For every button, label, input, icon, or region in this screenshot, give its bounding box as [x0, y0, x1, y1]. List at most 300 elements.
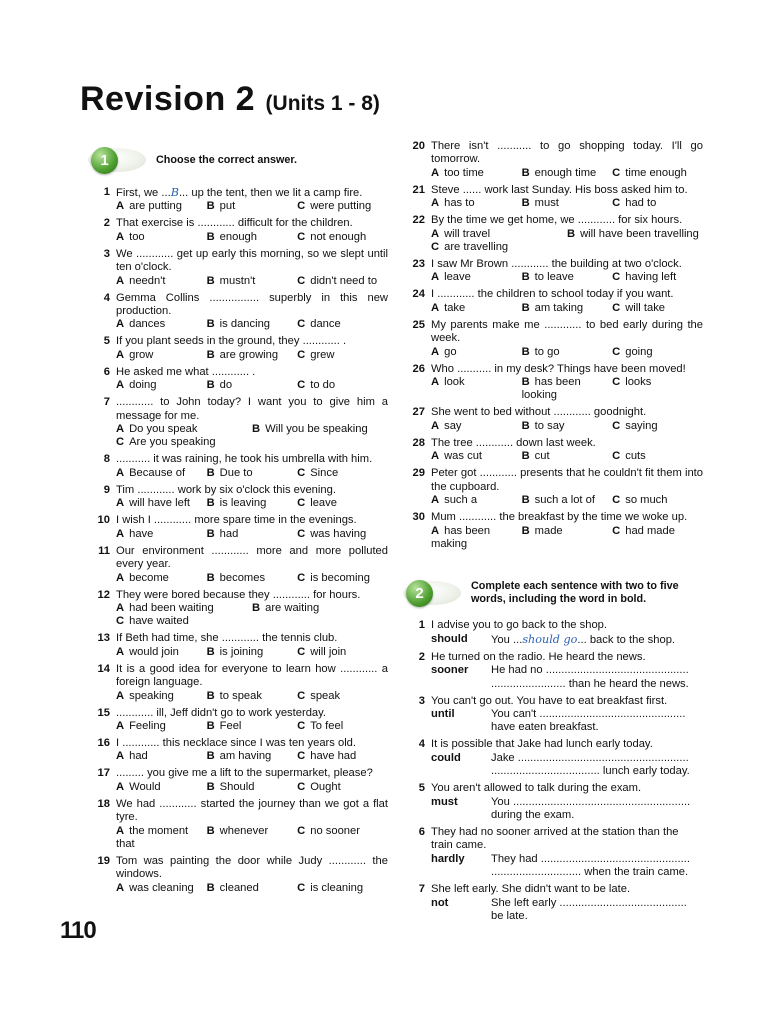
option-text: to speak [219, 689, 262, 702]
answer-option [431, 420, 522, 433]
question-item [88, 545, 388, 585]
option-letter: C [612, 450, 621, 463]
option-letter: A [431, 345, 440, 358]
answer-option [612, 271, 703, 284]
option-text: Because of [129, 466, 186, 479]
option-letter: C [116, 436, 125, 449]
answer-text [491, 633, 675, 647]
question-body [116, 737, 388, 764]
question-body [116, 335, 388, 362]
option-text: such a lot of [534, 494, 595, 507]
item-number: 5 [418, 782, 425, 795]
answer-option [297, 275, 388, 288]
question-stem: I saw Mr Brown ............ the building at two o'clock. [431, 258, 682, 271]
answer-options [116, 602, 388, 629]
question-stem: If you plant seeds in the ground, they ............ . [116, 335, 347, 348]
section-1-heading: Choose the correct answer. [156, 153, 298, 166]
answer-option [116, 781, 207, 794]
question-stem: Mum ............ the breakfast by the time we woke up. [431, 511, 688, 524]
answer-option [297, 528, 388, 541]
option-letter: B [206, 379, 215, 392]
question-stem: If Beth had time, she ............ the tennis club. [116, 632, 338, 645]
item-number: 2 [418, 650, 425, 663]
option-letter: B [521, 166, 530, 179]
answer-option [207, 882, 298, 895]
section-2-header [403, 573, 703, 613]
question-number: 20 [412, 140, 425, 152]
option-text: made [534, 524, 563, 537]
question-body [431, 363, 703, 403]
answer-option [431, 271, 522, 284]
item-body [431, 695, 703, 735]
question-list-continued [403, 140, 703, 551]
option-text: becomes [219, 571, 266, 584]
item-body [431, 826, 703, 880]
option-text: have waited [129, 615, 189, 628]
question-body [431, 406, 703, 433]
answer-option [522, 346, 613, 359]
answer-option [116, 423, 252, 436]
answer-option [207, 497, 298, 510]
option-text: was cut [444, 450, 483, 463]
option-text: has been looking [521, 376, 581, 402]
option-letter: A [116, 881, 125, 894]
keyword: could [431, 751, 461, 764]
answer-option [431, 241, 703, 254]
option-letter: A [116, 780, 125, 793]
answer-option [116, 231, 207, 244]
option-letter: A [116, 689, 125, 702]
option-text: speak [310, 689, 341, 702]
option-text: will travel [444, 227, 491, 240]
option-letter: B [206, 497, 215, 510]
answer-option [297, 825, 388, 852]
option-text: cleaned [219, 881, 259, 894]
question-stem: We had ............ started the journey than we got a flat tyre. [116, 797, 388, 824]
transformation-item [403, 826, 703, 880]
question-number: 26 [412, 362, 425, 375]
item-body [431, 619, 703, 647]
question-body [116, 545, 388, 585]
answer-options [431, 346, 703, 359]
question-body [431, 437, 703, 464]
question-number: 8 [103, 453, 110, 466]
option-letter: A [431, 227, 440, 240]
option-letter: C [612, 524, 621, 537]
question-item [88, 248, 388, 288]
question-stem: They were bored because they ............ for hours. [116, 588, 361, 601]
option-text: is joining [219, 645, 264, 658]
option-letter: C [612, 301, 621, 314]
answer-options [116, 646, 388, 659]
option-text: Feel [219, 719, 242, 732]
question-stem: Peter got ............ presents that he couldn't fit them into the cupboard. [431, 467, 703, 493]
option-letter: C [431, 241, 440, 254]
option-letter: C [297, 689, 306, 702]
question-stem: My parents make me ............ to bed early during the week. [431, 318, 703, 345]
option-text: going [625, 345, 653, 358]
answer-option [207, 825, 298, 852]
option-text: Would [129, 780, 161, 793]
answer-option [207, 750, 298, 763]
option-letter: B [521, 271, 530, 284]
question-number: 18 [97, 797, 110, 810]
question-stem: Steve ...... work last Sunday. His boss asked him to. [431, 183, 688, 196]
option-text: have had [310, 750, 357, 763]
option-text: leave [444, 271, 471, 284]
answer-option [116, 690, 207, 703]
option-letter: A [431, 376, 440, 389]
question-body [116, 396, 388, 450]
question-body [116, 707, 388, 734]
option-letter: B [206, 780, 215, 793]
option-letter: C [612, 419, 621, 432]
option-text: such a [444, 494, 478, 507]
option-letter: C [612, 494, 621, 507]
keyword: sooner [431, 664, 469, 677]
section-number: 1 [91, 147, 118, 174]
answer-options [116, 379, 388, 392]
question-stem: She went to bed without ............ goodnight. [431, 406, 647, 419]
option-letter: C [297, 230, 306, 243]
page-number: 110 [60, 917, 96, 944]
answer-options [431, 450, 703, 463]
answer-option [522, 167, 613, 180]
question-item [88, 855, 388, 895]
option-text: do [219, 379, 233, 392]
item-number: 3 [418, 694, 425, 707]
question-item [403, 511, 703, 551]
section-2-heading: Complete each sentence with two to five words, including the word in bold. [471, 580, 679, 606]
answer-option [522, 376, 613, 403]
answer-continuation: ........................ than he heard the news. [491, 677, 689, 690]
question-body [431, 511, 703, 551]
answer-line [431, 853, 703, 866]
question-item [403, 467, 703, 507]
question-number: 4 [103, 291, 110, 304]
option-letter: C [612, 197, 621, 210]
option-letter: C [297, 719, 306, 732]
option-text: is becoming [310, 571, 370, 584]
answer-options [116, 467, 388, 480]
answer-option [207, 528, 298, 541]
answer-text: He had no .............................................. [491, 664, 689, 677]
question-body [431, 214, 703, 254]
answer-option [207, 200, 298, 213]
keyword: must [431, 795, 458, 808]
section-number-badge [403, 576, 465, 610]
answer-option [207, 690, 298, 703]
answer-option [116, 825, 207, 852]
answer-option [116, 882, 207, 895]
answer-line [431, 796, 703, 809]
question-item [88, 292, 388, 332]
option-letter: C [297, 318, 306, 331]
option-letter: C [612, 345, 621, 358]
option-letter: B [206, 750, 215, 763]
answer-options [116, 349, 388, 362]
answer-text: Jake ....................................................... [491, 751, 689, 764]
item-number: 1 [418, 619, 425, 632]
option-text: am taking [534, 301, 584, 314]
option-text: Since [310, 466, 339, 479]
question-stem: The tree ............ down last week. [431, 436, 596, 449]
option-letter: A [431, 301, 440, 314]
question-number: 23 [412, 258, 425, 271]
answer-option [431, 346, 522, 359]
answer-option [207, 572, 298, 585]
question-stem: Gemma Collins ................ superbly in this new production. [116, 291, 388, 318]
option-text: cuts [625, 450, 646, 463]
transformation-list [403, 619, 703, 923]
section-1-header [88, 140, 388, 180]
question-number: 25 [412, 318, 425, 331]
answer-option [522, 450, 613, 463]
option-text: so much [625, 494, 668, 507]
option-text: will join [310, 645, 347, 658]
answer-option [522, 420, 613, 433]
option-text: having left [625, 271, 677, 284]
answer-option [116, 497, 207, 510]
question-stem: ......... you give me a lift to the supermarket, please? [116, 767, 373, 780]
option-letter: B [252, 601, 261, 614]
transformation-item [403, 651, 703, 691]
answer-option [567, 228, 703, 241]
option-text: needn't [129, 274, 166, 287]
answer-text: They had ................................................ [491, 852, 690, 865]
answer-option [612, 376, 703, 403]
option-letter: A [431, 197, 440, 210]
answer-option [116, 572, 207, 585]
question-number: 28 [412, 436, 425, 449]
option-text: Do you speak [129, 423, 198, 436]
question-number: 12 [97, 588, 110, 601]
option-letter: A [116, 497, 125, 510]
answer-option [207, 318, 298, 331]
option-letter: B [206, 645, 215, 658]
question-body [431, 258, 703, 285]
item-sentence: It is possible that Jake had lunch early today. [431, 738, 653, 751]
option-letter: A [116, 645, 125, 658]
option-text: is leaving [219, 497, 267, 510]
option-text: enough [219, 230, 257, 243]
answer-options [431, 376, 703, 403]
answer-option [522, 271, 613, 284]
answer-line [431, 664, 703, 677]
answer-continuation: ............................. when the train came. [491, 866, 689, 879]
question-item [403, 214, 703, 254]
option-text: grow [129, 348, 154, 361]
option-text: too time [444, 166, 484, 179]
transformation-item [403, 695, 703, 735]
option-text: grew [310, 348, 335, 361]
question-stem: Tom was painting the door while Judy ............ the windows. [116, 854, 388, 881]
answer-line [431, 633, 703, 647]
option-text: has to [444, 197, 475, 210]
answer-line [431, 897, 703, 910]
option-letter: A [431, 524, 440, 537]
option-letter: A [116, 200, 125, 213]
question-item [88, 396, 388, 450]
answer-option [522, 197, 613, 210]
question-number: 14 [97, 662, 110, 675]
option-letter: B [521, 345, 530, 358]
question-number: 7 [103, 396, 110, 409]
option-letter: B [206, 230, 215, 243]
option-text: mustn't [219, 274, 256, 287]
answer-option [116, 349, 207, 362]
answer-option [297, 318, 388, 331]
option-letter: B [567, 227, 576, 240]
answer-option [207, 781, 298, 794]
question-body [116, 484, 388, 511]
option-text: cut [534, 450, 550, 463]
item-number: 6 [418, 825, 425, 838]
question-item [403, 437, 703, 464]
option-letter: A [116, 379, 125, 392]
option-letter: C [297, 379, 306, 392]
option-text: not enough [310, 230, 367, 243]
question-number: 19 [97, 854, 110, 867]
answer-options [116, 882, 388, 895]
answer-option [612, 302, 703, 315]
answer-option [297, 720, 388, 733]
option-text: time enough [625, 166, 687, 179]
question-number: 21 [412, 183, 425, 196]
answer-text: You ......................................................... [491, 795, 691, 808]
question-list [88, 186, 388, 895]
item-number: 7 [418, 883, 425, 896]
keyword: should [431, 632, 468, 645]
answer-options [116, 572, 388, 585]
answer-options [431, 271, 703, 284]
question-body [116, 798, 388, 852]
item-sentence: They had no sooner arrived at the station than the train came. [431, 825, 679, 852]
question-number: 11 [98, 544, 110, 557]
item-sentence: I advise you to go back to the shop. [431, 619, 608, 632]
answer-options [116, 690, 388, 703]
item-body [431, 883, 703, 923]
question-stem: That exercise is ............ difficult for the children. [116, 217, 353, 230]
answer-options [116, 497, 388, 510]
option-text: Will you be speaking [265, 423, 368, 436]
stem-text-after: ... up the tent, then we lit a camp fire. [178, 187, 363, 199]
question-body [116, 767, 388, 794]
answer-options [116, 275, 388, 288]
answer-option [297, 690, 388, 703]
option-letter: C [297, 527, 306, 540]
answer-option [297, 572, 388, 585]
option-text: are travelling [444, 241, 509, 254]
answer-option [116, 602, 252, 615]
answer-options [431, 494, 703, 507]
question-item [88, 737, 388, 764]
item-sentence: You can't go out. You have to eat breakfast first. [431, 694, 668, 707]
option-letter: B [521, 376, 530, 389]
option-text: is dancing [219, 318, 271, 331]
answer-option [431, 450, 522, 463]
option-text: Ought [310, 780, 341, 793]
answer-option [297, 750, 388, 763]
answer-line [431, 752, 703, 765]
option-text: become [129, 571, 169, 584]
answer-options [431, 167, 703, 180]
question-number: 5 [103, 335, 110, 348]
option-letter: A [116, 348, 125, 361]
question-body [116, 366, 388, 393]
option-text: whenever [219, 824, 269, 837]
option-text: has been making [431, 524, 491, 550]
option-letter: C [297, 780, 306, 793]
answer-option [116, 615, 388, 628]
question-item [88, 366, 388, 393]
answer-option [297, 231, 388, 244]
question-item [88, 798, 388, 852]
title-main: Revision 2 [80, 80, 256, 118]
answer-option [207, 467, 298, 480]
answer-option [522, 494, 613, 507]
question-stem: I ............ this necklace since I was ten years old. [116, 736, 357, 749]
answer-option [207, 379, 298, 392]
question-stem: By the time we get home, we ............ for six hours. [431, 214, 683, 227]
option-letter: B [521, 197, 530, 210]
option-letter: B [252, 423, 261, 436]
option-letter: C [297, 274, 306, 287]
question-item [403, 258, 703, 285]
option-letter: B [206, 200, 215, 213]
item-body [431, 782, 703, 822]
option-letter: A [116, 423, 125, 436]
question-body [116, 632, 388, 659]
question-number: 15 [97, 706, 110, 719]
option-letter: B [206, 824, 215, 837]
option-letter: A [116, 318, 125, 331]
transformation-item [403, 738, 703, 778]
option-letter: A [431, 419, 440, 432]
answer-option [116, 528, 207, 541]
question-number: 13 [97, 632, 110, 645]
answer-option [116, 200, 207, 213]
option-text: are waiting [265, 601, 320, 614]
question-number: 24 [412, 288, 425, 301]
answer-option [612, 167, 703, 180]
question-item [403, 184, 703, 211]
option-letter: A [116, 466, 125, 479]
option-letter: C [297, 348, 306, 361]
option-letter: B [206, 318, 215, 331]
answer-options [116, 231, 388, 244]
question-body [116, 589, 388, 629]
option-text: will have left [129, 497, 191, 510]
question-stem: We ............ get up early this morning, so we slept until ten o'clock. [116, 247, 388, 274]
option-text: are growing [219, 348, 279, 361]
question-item [88, 663, 388, 703]
option-letter: C [612, 376, 621, 389]
question-stem: ........... it was raining, he took his umbrella with him. [116, 453, 373, 466]
option-letter: C [297, 645, 306, 658]
answer-option [116, 436, 388, 449]
option-text: to say [534, 419, 565, 432]
answer-option [116, 646, 207, 659]
option-letter: B [206, 689, 215, 702]
option-letter: B [521, 524, 530, 537]
option-letter: C [297, 750, 306, 763]
option-letter: A [431, 494, 440, 507]
option-letter: B [206, 527, 215, 540]
question-item [88, 632, 388, 659]
answer-option [612, 450, 703, 463]
option-text: was cleaning [129, 881, 194, 894]
